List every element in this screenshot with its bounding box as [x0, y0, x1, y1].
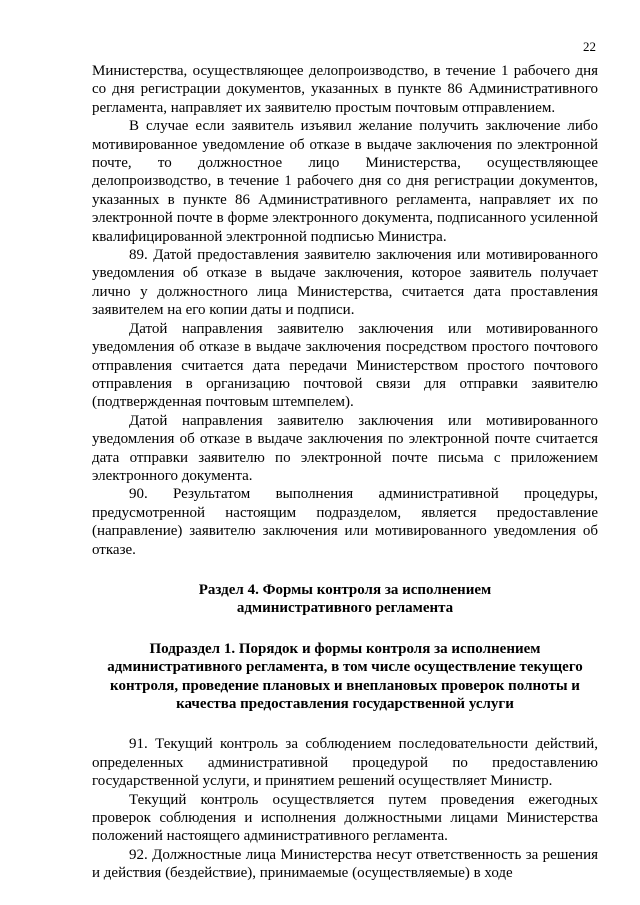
- section-heading-line: административного регламента: [236, 600, 454, 617]
- paragraph-90: 90. Результатом выполнения административной процедуры, предусмотренной настоящим подразделом, является предоставление (направление) заявителю заключения или мотивированного уведомления об отказе.: [92, 486, 598, 558]
- paragraph-current-control: Текущий контроль осуществляется путем проведения ежегодных проверок соблюдения и исполнения должностными лицами Министерства положений настоящего административного регламента.: [92, 791, 598, 845]
- subsection-heading: [92, 640, 598, 714]
- subsection-heading-line: Подраздел 1. Порядок и формы контроля за исполнением: [149, 640, 541, 657]
- paragraph-email-date: Датой направления заявителю заключения или мотивированного уведомления об отказе в выдаче заключения по электронной почте считается дата отправки заявителю по электронной почте письма с приложением электронного документа.: [92, 412, 598, 484]
- subsection-heading-line: административного регламента, в том числе осуществление текущего: [107, 659, 583, 676]
- paragraph-postal-date: Датой направления заявителю заключения или мотивированного уведомления об отказе в выдаче заключения посредством простого почтового отправления считается дата передачи Министерством простого почтового отправления в организацию почтовой связи для отправки заявителю (подтвержденная почтовым штемпелем).: [92, 320, 598, 411]
- section-heading-line: Раздел 4. Формы контроля за исполнением: [198, 581, 492, 598]
- subsection-heading-line: контроля, проведение плановых и внеплановых проверок полноты и: [110, 677, 580, 694]
- paragraph-email-delivery: В случае если заявитель изъявил желание получить заключение либо мотивированное уведомление об отказе в выдаче заключения по электронной почте, то должностное лицо Министерства, осуществляющее делопроизводство, в течение 1 рабочего дня со дня регистрации документов, указанных в пункте 86 Административного регламента, направляет их по электронной почте в форме электронного документа, подписанного усиленной квалифицированной электронной подписью Министра.: [92, 118, 598, 245]
- paragraph-89: 89. Датой предоставления заявителю заключения или мотивированного уведомления об отказе в выдаче заключения, которое заявитель получает лично у должностного лица Министерства, считается дата проставления заявителем на его копии даты и подписи.: [92, 247, 598, 319]
- paragraph-continuation: Министерства, осуществляющее делопроизводство, в течение 1 рабочего дня со дня регистрации документов, указанных в пункте 86 Административного регламента, направляет их заявителю простым почтовым отправлением.: [92, 63, 598, 116]
- section-heading: [92, 581, 598, 618]
- page-number: 22: [583, 39, 596, 54]
- document-body: [92, 62, 598, 883]
- paragraph-91: 91. Текущий контроль за соблюдением последовательности действий, определенных административной процедурой по предоставлению государственной услуги, и принятием решений осуществляет Министр.: [92, 736, 598, 790]
- subsection-heading-line: качества предоставления государственной услуги: [176, 696, 514, 712]
- paragraph-92: 92. Должностные лица Министерства несут ответственность за решения и действия (бездействие), принимаемые (осуществляемые) в ходе: [92, 846, 598, 882]
